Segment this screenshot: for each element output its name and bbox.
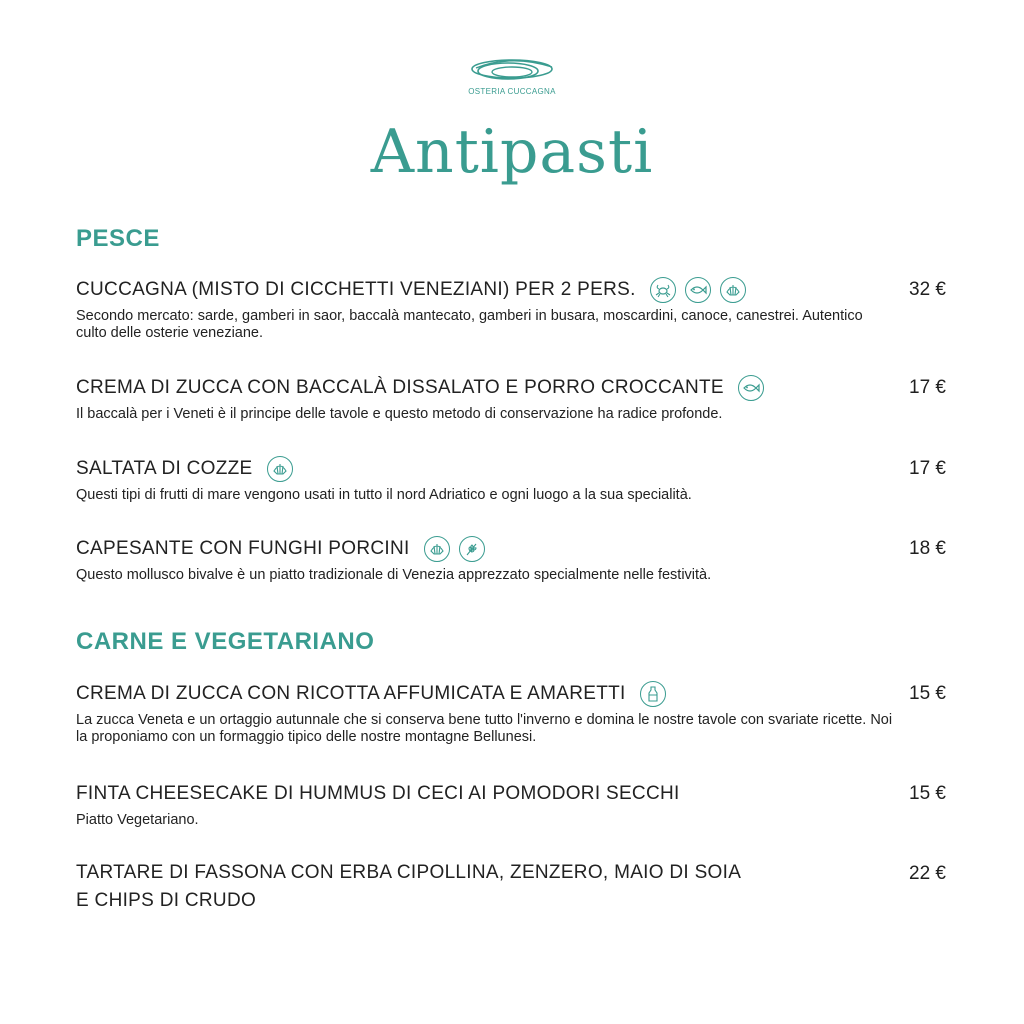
page-title: Antipasti [370, 117, 654, 187]
logo-text: OSTERIA CUCCAGNA [468, 87, 556, 96]
item-price: 17 € [909, 377, 946, 398]
milk-icon [640, 681, 666, 707]
menu-item [76, 373, 950, 423]
menu-item [76, 859, 950, 915]
fish-icon [738, 375, 764, 401]
logo-emblem-icon [468, 56, 556, 86]
item-price: 15 € [909, 783, 946, 804]
restaurant-logo [462, 56, 562, 96]
section-title-carne-vegetariano: CARNE E VEGETARIANO [76, 628, 375, 655]
menu-item [76, 534, 950, 584]
item-price: 18 € [909, 538, 946, 559]
shell-icon [267, 456, 293, 482]
menu-item [76, 454, 950, 504]
item-price: 17 € [909, 458, 946, 479]
menu-item [76, 779, 950, 829]
shell-icon [424, 536, 450, 562]
item-name: FINTA CHEESECAKE DI HUMMUS DI CECI AI POMODORI SECCHI [76, 783, 680, 804]
item-price: 32 € [909, 279, 946, 300]
item-name: SALTATA DI COZZE [76, 458, 253, 479]
fish-icon [685, 277, 711, 303]
item-description: Questo mollusco bivalve è un piatto tradizionale di Venezia apprezzato specialmente nelle festività. [76, 567, 712, 583]
item-description: Il baccalà per i Veneti è il principe delle tavole e questo metodo di conservazione ha radice profonde. [76, 406, 723, 422]
item-name-line-1: TARTARE DI FASSONA CON ERBA CIPOLLINA, ZENZERO, MAIO DI SOIA [76, 862, 742, 883]
item-description: Secondo mercato: sarde, gamberi in saor, baccalà mantecato, gamberi in busara, moscardini, canoce, canestrei. Autentico culto delle osterie veneziane. [76, 308, 863, 341]
item-name-line-2: E CHIPS DI CRUDO [76, 890, 257, 911]
shell-icon [720, 277, 746, 303]
item-description: Questi tipi di frutti di mare vengono usati in tutto il nord Adriatico e ogni luogo a la sua specialità. [76, 487, 692, 503]
item-name: CREMA DI ZUCCA CON BACCALÀ DISSALATO E PORRO CROCCANTE [76, 377, 724, 398]
item-name: CAPESANTE CON FUNGHI PORCINI [76, 538, 410, 559]
item-description: Piatto Vegetariano. [76, 812, 199, 828]
item-description: La zucca Veneta e un ortaggio autunnale che si conserva bene tutto l'inverno e domina le nostre tavole con svariate ricette. Noi la proponiamo con un formaggio tipico delle nostre montagne Bellunesi. [76, 712, 893, 745]
menu-item [76, 275, 950, 342]
item-name: CUCCAGNA (MISTO DI CICCHETTI VENEZIANI) PER 2 PERS. [76, 279, 636, 300]
crab-icon [650, 277, 676, 303]
item-name: CREMA DI ZUCCA CON RICOTTA AFFUMICATA E AMARETTI [76, 683, 626, 704]
wheat-icon [459, 536, 485, 562]
item-price: 15 € [909, 683, 946, 704]
menu-item [76, 679, 950, 746]
section-title-pesce: PESCE [76, 225, 160, 252]
item-price: 22 € [909, 863, 946, 884]
